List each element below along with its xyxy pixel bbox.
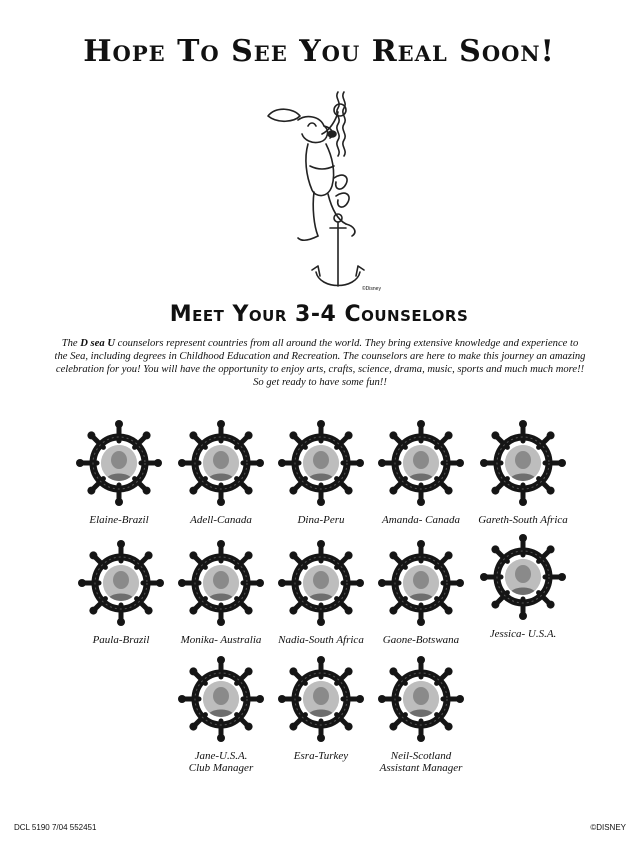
counselor-photo <box>203 565 239 601</box>
counselor-photo <box>403 445 439 481</box>
counselor-name: Adell-Canada <box>190 514 252 526</box>
counselor-name: Monika- Australia <box>180 634 262 646</box>
counselor-card <box>458 534 588 654</box>
counselor-name: Amanda- Canada <box>382 514 460 526</box>
counselor-role: Club Manager <box>188 762 254 774</box>
counselor-photo <box>403 681 439 717</box>
counselor-photo <box>303 565 339 601</box>
counselor-photo <box>103 565 139 601</box>
counselor-name: Dina-Peru <box>297 514 345 526</box>
counselor-photo <box>403 565 439 601</box>
counselor-card <box>458 420 588 540</box>
counselor-photo <box>203 445 239 481</box>
page-title: Hope To See You Real Soon! <box>83 34 555 69</box>
counselor-photo <box>303 445 339 481</box>
goofy-illustration <box>258 86 388 298</box>
counselor-photo <box>101 445 137 481</box>
counselor-photo <box>203 681 239 717</box>
counselor-name: Gareth-South Africa <box>478 514 568 526</box>
counselor-name: Paula-Brazil <box>92 634 150 646</box>
counselor-photo <box>303 681 339 717</box>
footer-copyright: ©DISNEY <box>590 823 626 832</box>
counselor-card <box>356 656 486 776</box>
counselor-name: Gaone-Botswana <box>382 634 460 646</box>
counselor-name: Jessica- U.S.A. <box>489 628 557 640</box>
counselor-name: Neil-Scotland <box>390 750 452 762</box>
counselor-photo <box>505 445 541 481</box>
section-title: Meet Your 3-4 Counselors <box>169 302 469 327</box>
illustration-copyright: ©Disney <box>362 286 381 292</box>
counselor-name: Jane-U.S.A. <box>194 750 248 762</box>
counselor-name: Esra-Turkey <box>293 750 349 762</box>
counselor-name: Elaine-Brazil <box>89 514 149 526</box>
intro-paragraph: The D sea U counselors represent countries from all around the world. They bring extensive knowledge and experience to the Sea, including degrees in Childhood Education and Recreation. The counselors are here to make this journey an amazing celebration for you! You will have the opportunity to enjoy arts, crafts, science, drama, music, sports and much much more!! So get ready to have some fun!! <box>54 338 586 388</box>
counselor-name: Nadia-South Africa <box>278 634 364 646</box>
counselor-photo <box>505 559 541 595</box>
counselor-role: Assistant Manager <box>379 762 463 774</box>
document-code: DCL 5190 7/04 552451 <box>14 823 97 832</box>
